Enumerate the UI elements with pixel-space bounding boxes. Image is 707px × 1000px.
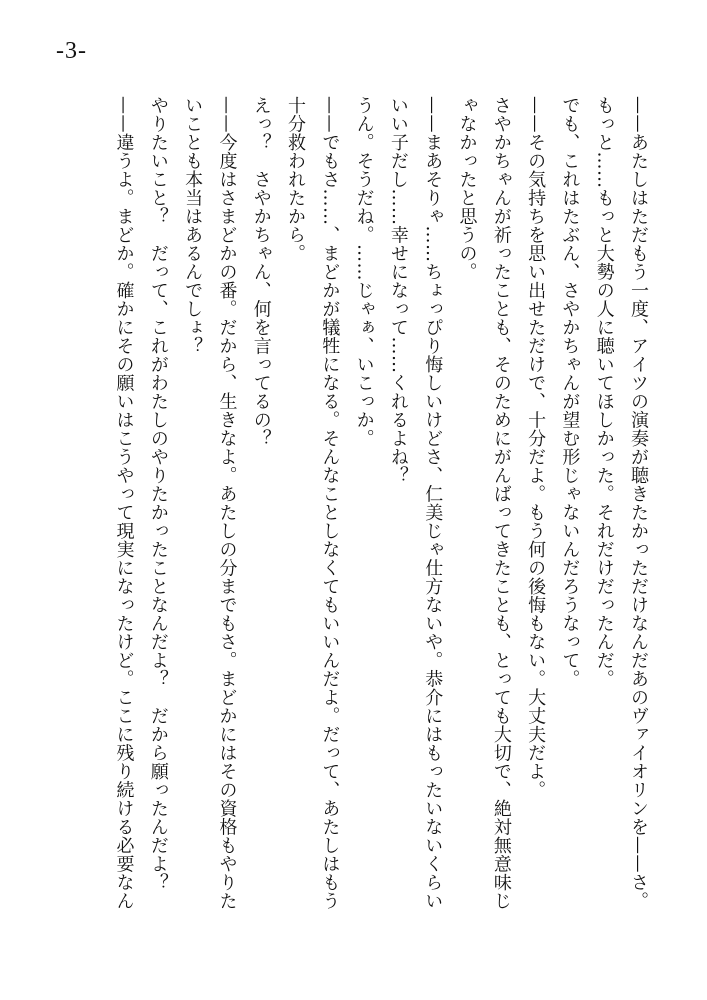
text-line: 十分救われたから。: [285, 96, 307, 263]
text-line: もっと……もっと大勢の人に聴いてほしかった。それだけだったんだ。: [593, 96, 615, 688]
text-line: いい子だし……幸せになって……くれるよね？: [387, 96, 409, 485]
text-line: でも、これはたぶん、さやかちゃんが望む形じゃないんだろうなって。: [559, 96, 581, 688]
text-line: さやかちゃんが祈ったことも、そのためにがんばってきたことも、とっても大切で、絶対無意味じ: [490, 96, 512, 910]
text-line: いことも本当はあるんでしょ？: [182, 96, 204, 355]
text-line: えっ？ さやかちゃん、何を言ってるの？: [250, 96, 272, 448]
text-line: ——まあそりゃ……ちょっぴり悔しいけどさ、仁美じゃ仕方ないや。恭介にはもったいないくらい: [422, 96, 444, 910]
text-line: やりたいこと？ だって、これがわたしのやりたかったことなんだよ？ だから願ったんだよ？: [147, 96, 169, 892]
text-line: うん。そうだね。……じゃぁ、いこっか。: [353, 96, 375, 448]
text-line: ——今度はさまどかの番。だから、生きなよ。あたしの分までもさ。まどかにはその資格もやりた: [216, 96, 238, 910]
page-number: -3-: [56, 38, 87, 64]
text-line: ゃなかったと思うの。: [456, 96, 478, 281]
vertical-text-body: [55, 96, 655, 946]
text-line: ——その気持ちを思い出せただけで、十分だよ。もう何の後悔もない。大丈夫だよ。: [525, 96, 547, 799]
text-line: ——でもさ……、まどかが犠牲になる。そんなことしなくてもいいんだよ。だって、あたしはもう: [319, 96, 341, 910]
text-line: ——違うよ。まどか。確かにその願いはこうやって現実になったけど。ここに残り続ける必要なん: [113, 96, 135, 910]
text-line: ——あたしはただもう一度、アイツの演奏が聴きたかっただけなんだあのヴァイオリンを——さ。: [628, 96, 649, 910]
